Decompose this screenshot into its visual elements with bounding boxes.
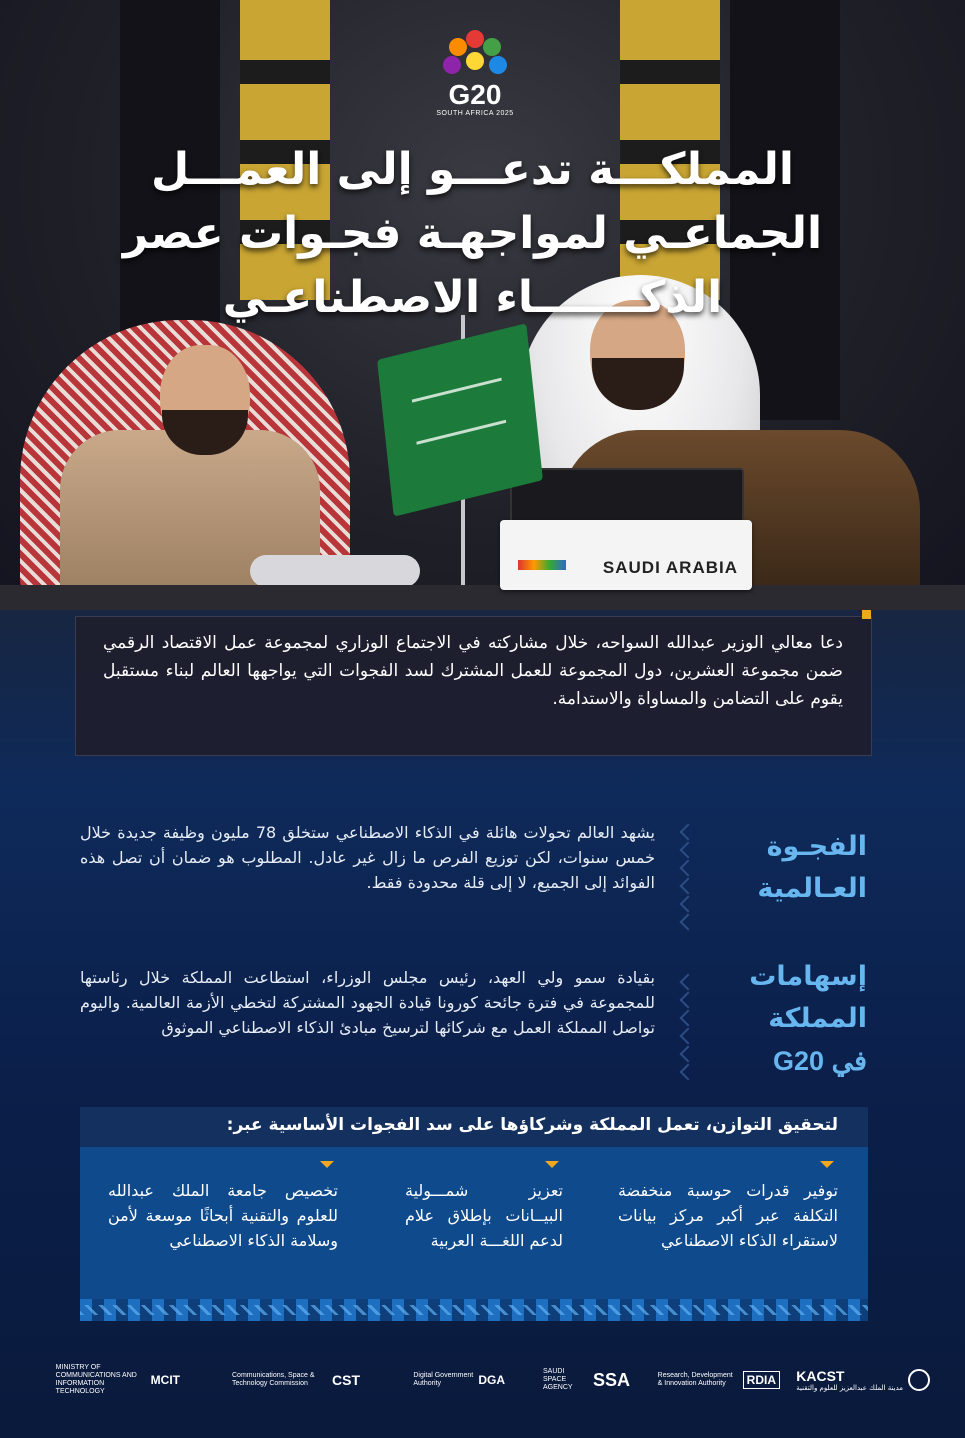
g20-subtitle: SOUTH AFRICA 2025 <box>436 110 514 117</box>
pillars-heading: لتحقيق التوازن، تعمل المملكة وشركاؤها على سد الفجوات الأساسية عبر: <box>226 1115 838 1135</box>
intro-text: دعا معالي الوزير عبدالله السواحه، خلال مشاركته في الاجتماع الوزاري لمجموعة عمل الاقتصاد الرقمي ضمن مجموعة العشرين، دول المجموعة للعمل المشترك لسد الفجوات التي يواجهها العالم لبناء مستقبل يقوم على التضامن والمساواة والاستدامة. <box>103 633 843 709</box>
pillars-header <box>80 1107 868 1147</box>
g20-flower-icon <box>439 30 511 78</box>
accent-square-icon <box>862 610 871 619</box>
triangle-marker-icon <box>320 1161 334 1168</box>
pillars-panel <box>80 1147 868 1299</box>
cst-logo: CST Communications, Space & Technology Commission <box>232 1372 360 1388</box>
rdia-logo: RDIA Research, Development & Innovation Authority <box>658 1360 780 1400</box>
nameplate <box>500 520 752 590</box>
section-body-kingdom-contributions: بقيادة سمو ولي العهد، رئيس مجلس الوزراء، استطاعت المملكة خلال رئاستها للمجموعة في فترة جائحة كورونا قيادة الجهود المشتركة لتخطي الأزمة العالمية. واليوم تواصل المملكة العمل مع شركائها لترسيخ مبادئ الذكاء الاصطناعي الموثوق <box>80 968 655 1037</box>
headline-line: الذكـــــــاء الاصطناعـي <box>222 272 723 323</box>
headline-line: الجماعـي لمواجهـة فجـوات عصر <box>122 208 823 259</box>
pillar-item: تخصيص جامعة الملك عبدالله للعلوم والتقنية أبحاثًا موسعة لأمن وسلامة الذكاء الاصطناعي <box>108 1161 338 1253</box>
kacst-emblem-icon <box>908 1369 930 1391</box>
chevron-divider-icon <box>680 976 694 1084</box>
kacst-logo: KACST مدينة الملك عبدالعزيز للعلوم والتقنية <box>796 1360 930 1400</box>
headline-line: المملكـــة تدعـــو إلى العمـــل <box>150 144 795 195</box>
g20-strip-icon <box>518 560 566 570</box>
mcit-logo: MCIT MINISTRY OF COMMUNICATIONS AND INFORMATION TECHNOLOGY <box>55 1364 180 1395</box>
pillar-item: توفير قدرات حوسبة منخفضة التكلفة عبر أكبر مركز بيانات لاستقراء الذكاء الاصطناعي <box>618 1161 838 1253</box>
pillar-item: تعزيز شمـــولية البيــانات بإطلاق علام لدعم اللغـــة العربية <box>405 1161 563 1253</box>
triangle-marker-icon <box>820 1161 834 1168</box>
section-title-global-gap: الفجـوة العـالمية <box>757 831 867 904</box>
decorative-pattern-strip <box>80 1299 868 1321</box>
footer-logos <box>30 1360 930 1400</box>
triangle-marker-icon <box>545 1161 559 1168</box>
g20-mark: G20 <box>448 79 502 110</box>
microphone-base <box>250 555 420 587</box>
intro-box <box>75 616 872 756</box>
section-title-kingdom-contributions: إسهامات المملكة في G20 <box>749 961 867 1076</box>
conference-table <box>0 585 965 610</box>
chevron-divider-icon <box>680 826 694 934</box>
ssa-logo: SSA SAUDI SPACE AGENCY <box>542 1368 630 1391</box>
nameplate-text: SAUDI ARABIA <box>602 558 738 577</box>
dga-logo: DGA Digital Government Authority <box>413 1372 505 1387</box>
section-body-global-gap: يشهد العالم تحولات هائلة في الذكاء الاصطناعي ستخلق 78 مليون وظيفة جديدة خلال خمس سنوات، لكن توزيع الفرص ما زال غير عادل. المطلوب هو ضمان أن تصل هذه الفوائد إلى الجميع، لا إلى قلة محدودة فقط. <box>80 823 655 892</box>
g20-logo <box>425 30 525 117</box>
headline <box>100 138 845 330</box>
